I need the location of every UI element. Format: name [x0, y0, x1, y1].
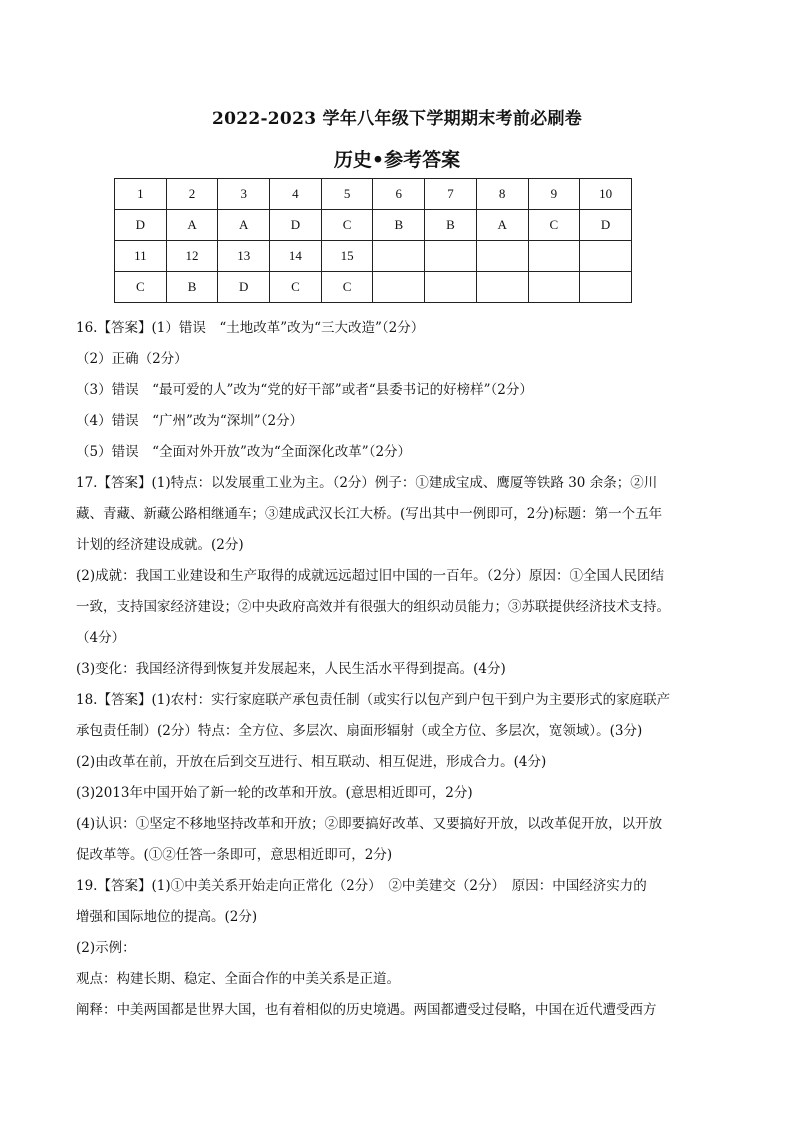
answer-table-cell: 2	[166, 179, 218, 210]
answer-line: 增强和国际地位的提高。(2分)	[76, 909, 258, 925]
answer-line: 计划的经济建设成就。(2分)	[76, 537, 244, 553]
answer-line: （2）正确（2分）	[76, 351, 188, 367]
answer-table-cell: D	[270, 210, 322, 241]
answer-table-cell	[580, 272, 632, 303]
answer-table-cell	[476, 241, 528, 272]
answer-table	[114, 178, 632, 303]
answer-line: (3)2013年中国开始了新一轮的改革和开放。(意思相近即可，2分)	[76, 785, 473, 801]
answer-text	[76, 313, 680, 1026]
answer-table-cell: D	[115, 210, 167, 241]
answer-table-cell: C	[115, 272, 167, 303]
answer-line: 观点：构建长期、稳定、全面合作的中美关系是正道。	[76, 971, 400, 987]
answer-table-cell	[528, 272, 580, 303]
answer-table-cell: 5	[321, 179, 373, 210]
answer-table-cell	[476, 272, 528, 303]
answer-line: 承包责任制）(2分）特点：全方位、多层次、扇面形辐射（或全方位、多层次，宽领域）。(3分)	[76, 723, 643, 739]
document-subtitle: 历史•参考答案	[333, 149, 461, 171]
answer-table-cell: 3	[218, 179, 270, 210]
answer-line: （3）错误 “最可爱的人”改为“党的好干部”或者“县委书记的好榜样”（2分）	[76, 382, 533, 398]
answer-line: （5）错误 “全面对外开放”改为“全面深化改革”（2分）	[76, 444, 412, 460]
answer-table-cell	[373, 272, 425, 303]
answer-line: 藏、青藏、新藏公路相继通车；③建成武汉长江大桥。(写出其中一例即可，2分)标题：第一个五年	[76, 506, 663, 522]
answer-table-cell: 15	[321, 241, 373, 272]
answer-line: （4分）	[76, 630, 126, 646]
answer-table-cell: D	[580, 210, 632, 241]
answer-table-cell: 14	[270, 241, 322, 272]
answer-table-cell: A	[166, 210, 218, 241]
answer-table-cell: 10	[580, 179, 632, 210]
answer-table-cell: 4	[270, 179, 322, 210]
answer-table-row	[115, 241, 632, 272]
answer-line: 促改革等。(①②任答一条即可，意思相近即可，2分)	[76, 847, 393, 863]
answer-table-cell: C	[270, 272, 322, 303]
answer-table-cell: C	[528, 210, 580, 241]
answer-table-cell: 13	[218, 241, 270, 272]
answer-table-cell: A	[476, 210, 528, 241]
answer-line: (2)由改革在前，开放在后到交互进行、相互联动、相互促进，形成合力。(4分)	[76, 754, 547, 770]
answer-table-cell: 9	[528, 179, 580, 210]
answer-line: (2)成就：我国工业建设和生产取得的成就远远超过旧中国的一百年。（2分）原因：①全国人民团结	[76, 568, 664, 584]
answer-table-cell: 11	[115, 241, 167, 272]
answer-line: (2)示例：	[76, 940, 136, 956]
answer-table-cell	[373, 241, 425, 272]
answer-line: （4）错误 “广州”改为“深圳”（2分）	[76, 413, 304, 429]
answer-line: 18.【答案】(1)农村：实行家庭联产承包责任制（或实行以包产到户包干到户为主要形式的家庭联产	[76, 692, 671, 708]
answer-line: 17.【答案】(1)特点：以发展重工业为主。（2分）例子：①建成宝成、鹰厦等铁路 30 余条；②川	[76, 475, 658, 491]
answer-line: (3)变化：我国经济得到恢复并发展起来，人民生活水平得到提高。(4分)	[76, 661, 506, 677]
answer-line: 阐释：中美两国都是世界大国，也有着相似的历史境遇。两国都遭受过侵略，中国在近代遭受西方	[76, 1002, 657, 1018]
answer-table-cell: 1	[115, 179, 167, 210]
answer-table-row	[115, 272, 632, 303]
answer-table-cell: C	[321, 272, 373, 303]
answer-table-row	[115, 210, 632, 241]
document-title: 2022-2023 学年八年级下学期期末考前必刷卷	[211, 109, 583, 129]
answer-table-cell: B	[166, 272, 218, 303]
answer-table-cell: A	[218, 210, 270, 241]
answer-table-cell	[528, 241, 580, 272]
answer-line: (4)认识：①坚定不移地坚持改革和开放；②即要搞好改革、又要搞好开放，以改革促开放，以开放	[76, 816, 663, 832]
answer-table-cell	[425, 272, 477, 303]
answer-line: 19.【答案】(1)①中美关系开始走向正常化（2分） ②中美建交（2分） 原因：中国经济实力的	[76, 878, 647, 894]
answer-line: 一致，支持国家经济建设；②中央政府高效并有很强大的组织动员能力；③苏联提供经济技术支持。	[76, 599, 670, 615]
answer-table-cell: D	[218, 272, 270, 303]
answer-table-cell: 8	[476, 179, 528, 210]
answer-table-cell: 6	[373, 179, 425, 210]
answer-line: 16.【答案】(1）错误 “土地改革”改为“三大改造”（2分）	[76, 320, 425, 336]
answer-table-cell	[425, 241, 477, 272]
answer-table-cell	[580, 241, 632, 272]
answer-table-cell: B	[425, 210, 477, 241]
answer-table-row	[115, 179, 632, 210]
answer-table-cell: B	[373, 210, 425, 241]
answer-table-cell: 12	[166, 241, 218, 272]
answer-table-cell: C	[321, 210, 373, 241]
answer-table-cell: 7	[425, 179, 477, 210]
